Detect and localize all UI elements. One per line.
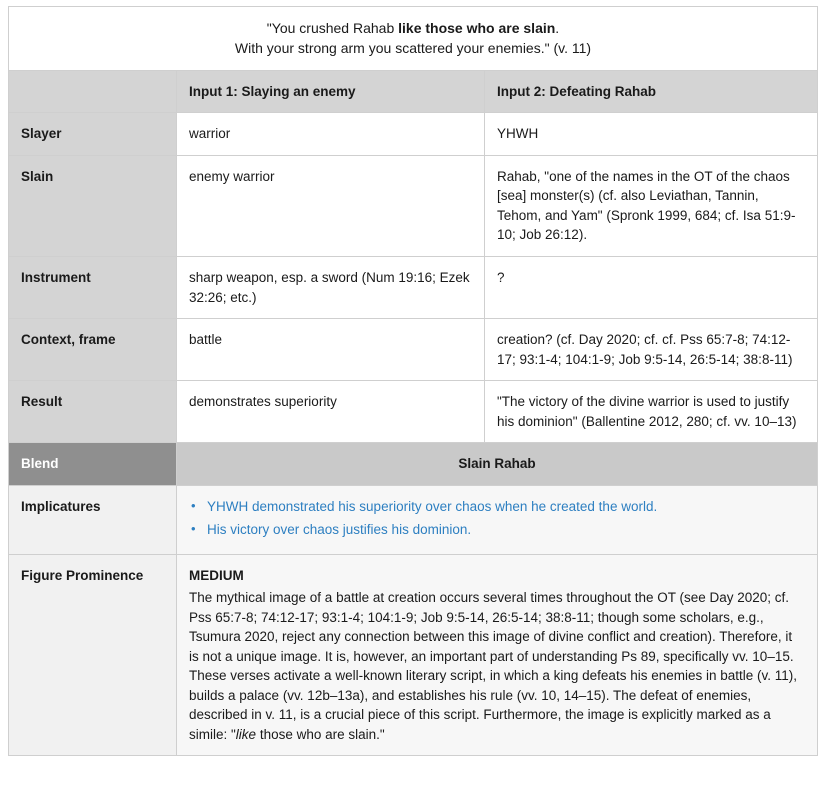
table-row (9, 381, 818, 443)
row-label-slayer: Slayer (9, 113, 177, 156)
row-label-slain: Slain (9, 155, 177, 256)
table-header-row (9, 70, 818, 113)
table-row (9, 113, 818, 156)
cell-slayer-input2: YHWH (485, 113, 818, 156)
table-row (9, 155, 818, 256)
header-input-2: Input 2: Defeating Rahab (485, 70, 818, 113)
prominence-level: MEDIUM (189, 568, 244, 584)
header-input-1: Input 1: Slaying an enemy (177, 70, 485, 113)
prominence-text-italic: like (235, 726, 257, 742)
row-label-result: Result (9, 381, 177, 443)
figure-prominence-body (177, 555, 818, 756)
row-label-implicatures: Implicatures (9, 485, 177, 555)
verse-quotation (9, 7, 818, 71)
cell-result-input1: demonstrates superiority (177, 381, 485, 443)
prominence-text-part2: those who are slain." (256, 726, 385, 742)
cell-context-input2: creation? (cf. Day 2020; cf. cf. Pss 65:7-8; 74:12-17; 93:1-4; 104:1-9; Job 9:5-14, 26:5-14; 38:8-11) (485, 319, 818, 381)
blend-row (9, 443, 818, 486)
cell-slain-input1: enemy warrior (177, 155, 485, 256)
cell-context-input1: battle (177, 319, 485, 381)
list-item: • His victory over chaos justifies his dominion. (189, 520, 805, 540)
blend-value: Slain Rahab (177, 443, 818, 486)
quotation-row (9, 7, 818, 71)
list-item: • YHWH demonstrated his superiority over chaos when he created the world. (189, 497, 805, 517)
quote-line1-post: . (555, 20, 560, 36)
quote-line1-pre: "You crushed Rahab (266, 20, 399, 36)
cell-slayer-input1: warrior (177, 113, 485, 156)
row-label-instrument: Instrument (9, 256, 177, 318)
implicatures-row (9, 485, 818, 555)
row-label-figure-prominence: Figure Prominence (9, 555, 177, 756)
implicatures-list (177, 485, 818, 555)
row-label-context-frame: Context, frame (9, 319, 177, 381)
table-row (9, 256, 818, 318)
cell-slain-input2: Rahab, "one of the names in the OT of the chaos [sea] monster(s) (cf. also Leviathan, Tannin, Tehom, and Yam" (Spronk 1999, 684; cf. Isa 51:9-10; Job 26:12). (485, 155, 818, 256)
table-row (9, 319, 818, 381)
cell-instrument-input2: ? (485, 256, 818, 318)
prominence-text-part1: The mythical image of a battle at creation occurs several times throughout the OT (see Day 2020; cf. Pss 65:7-8; 74:12-17; 93:1-4; 104:1-9; Job 9:5-14, 26:5-14; 38:8-11; though some scholars, e.g., Tsumura 2020, reject any connection between this image of divine conflict and creation). Therefore, it is not a unique image. It is, however, an important part of understanding Ps 89, specifically vv. 10–15. These verses activate a well-known literary script, in which a king defeats his enemies in battle (v. 11), builds a palace (vv. 12b–13a), and establishes his rule (vv. 10, 14–15). The defeat of enemies, described in v. 11, is a crucial piece of this script. Furthermore, the image is explicitly marked as a simile: " (189, 589, 798, 742)
row-label-blend: Blend (9, 443, 177, 486)
conceptual-blending-table (8, 6, 818, 756)
header-blank-cell (9, 70, 177, 113)
cell-instrument-input1: sharp weapon, esp. a sword (Num 19:16; Ezek 32:26; etc.) (177, 256, 485, 318)
cell-result-input2: "The victory of the divine warrior is used to justify his dominion" (Ballentine 2012, 280; cf. vv. 10–13) (485, 381, 818, 443)
figure-prominence-row (9, 555, 818, 756)
quote-line2: With your strong arm you scattered your enemies." (v. 11) (234, 40, 592, 57)
quote-line1-bold: like those who are slain (398, 20, 556, 36)
